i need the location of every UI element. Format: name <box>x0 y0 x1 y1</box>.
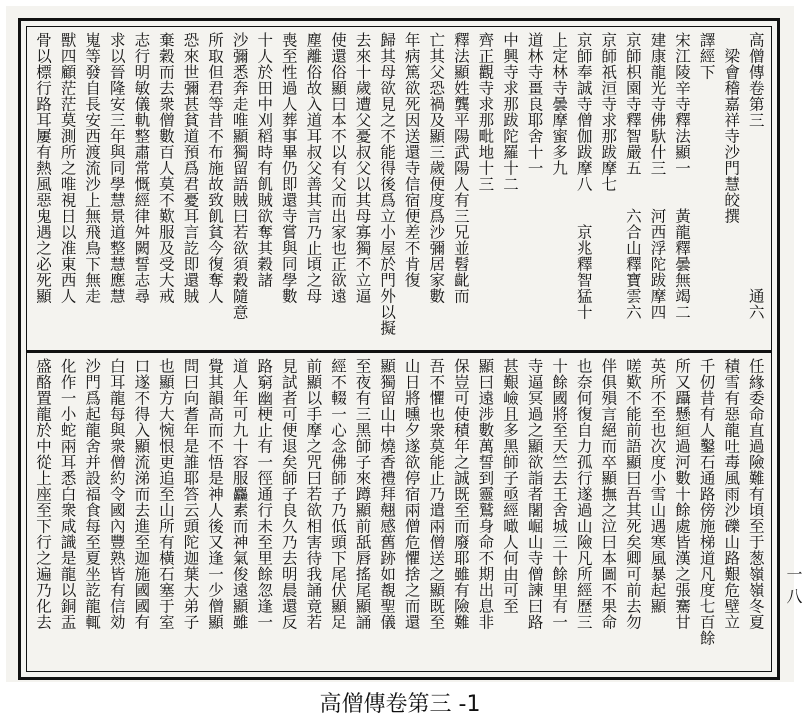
text-column: 經不輟一心念佛師子乃低頭下尾伏顯足 <box>328 358 347 630</box>
text-column: 使還俗顯曰本不以有父而出家也正欲遠 <box>328 32 347 304</box>
page-number: 一八 <box>784 566 803 610</box>
text-column: 歸其母欲見之不能得後爲立小屋於門外以擬 <box>378 32 397 336</box>
text-column: 甚艱嶮且多黑師子亟經噉人何由可至 <box>500 358 519 614</box>
text-column: 去來十歲遭父憂叔父以其母寡獨不立逼 <box>353 32 372 304</box>
text-column: 釋法顯姓龔平陽武陽人有三兄並髫齔而 <box>451 32 470 304</box>
scanned-page <box>6 6 803 682</box>
text-column: 顯曰遠涉數萬誓到靈鷲身命不期出息非 <box>476 358 495 630</box>
top-text-panel <box>32 32 766 344</box>
bottom-text-panel <box>32 358 766 666</box>
text-column: 志行明敏儀軌整肅常慨經律舛闕誓志尋 <box>132 32 151 304</box>
text-column: 吾不懼也衆莫能止乃遣兩僧送之顯既至 <box>427 358 446 630</box>
text-column: 路窮幽梗止有一徑通行未至里餘忽逢一 <box>255 358 274 630</box>
text-column: 建康龍光寺佛馱什三 河西浮陀跋摩四 <box>648 32 667 320</box>
text-column: 所又躡懸絙過河數十餘處皆漢之張騫甘 <box>673 358 692 630</box>
text-column: 也顯方大惋恨更追至山所有橫石塞于室 <box>156 358 175 630</box>
text-column: 也奈何復自力孤行遂過山險凡所經歷三 <box>574 358 593 630</box>
text-column: 白耳龍每與衆僧約令國內豐熟皆有信効 <box>107 358 126 630</box>
text-column: 上定林寺曇摩蜜多九 <box>550 32 569 176</box>
text-column: 亡其父恐禍及顯三歲便度爲沙彌居家數 <box>427 32 446 304</box>
page-caption: 高僧傳卷第三 -1 <box>319 692 481 717</box>
text-column: 京師枳園寺釋智嚴五 六合山釋寶雲六 <box>623 32 642 320</box>
text-column: 嗟歎不能前語顯曰吾其死矣卿可前去勿 <box>623 358 642 630</box>
text-column: 十人於田中刈稻時有飢賊欲奪其穀諸 <box>255 32 274 288</box>
text-column: 年病篤欲死因送還寺信宿便差不肯復 <box>402 32 421 288</box>
text-column: 嵬等發自長安西渡流沙上無飛鳥下無走 <box>83 32 102 304</box>
text-column: 恐來世彌甚貧道預爲君憂耳言訖即還賊 <box>181 32 200 304</box>
text-column: 骨以標行路耳屢有熱風惡鬼遇之必死顯 <box>34 32 52 304</box>
text-column: 千仞昔有人鑿石通路傍施梯道凡度七百餘 <box>697 358 716 646</box>
text-column: 保豈可使積年之誠既至而廢耶雖有險難 <box>451 358 470 630</box>
text-column: 問曰向耆年是誰耶答云頭陀迦葉大弟子 <box>181 358 200 630</box>
text-column: 沙彌悉奔走唯顯獨留語賊曰若欲須穀隨意 <box>230 32 249 320</box>
text-column: 道人年可九十容服麤素而神氣俊遠顯雖 <box>230 358 249 630</box>
text-column: 京師奉誠寺僧伽跋摩八 京兆釋智猛十 <box>574 32 593 320</box>
text-column: 十餘國將至天竺去王舍城三十餘里有一 <box>550 358 569 630</box>
text-column: 英所不至也次度小雪山遇寒風暴起顯 <box>648 358 667 614</box>
text-column: 齊正觀寺求那毗地十三 <box>476 32 495 192</box>
text-column: 棄穀而去衆僧數百人莫不歎服及受大戒 <box>156 32 175 304</box>
text-column: 梁會稽嘉祥寺沙門慧皎撰 <box>722 32 741 224</box>
text-column: 見試者可便退矣師子良久乃去明晨還反 <box>279 358 298 630</box>
text-column: 高僧傳卷第三 通六 <box>746 32 765 320</box>
text-column: 至夜有三黑師子來蹲顯前舐唇搖尾顯誦 <box>353 358 372 630</box>
text-column: 求以晉隆安三年與同學慧景道整慧應慧 <box>107 32 126 304</box>
text-column: 獸四顧茫茫莫測所之唯視日以准東西人 <box>58 32 77 304</box>
panel-divider <box>26 350 772 353</box>
text-column: 塵離俗故入道耳叔父善其言乃止頃之母 <box>304 32 323 304</box>
text-column: 寺逼冥過之顯欲詣者闍崛山寺僧諫曰路 <box>525 358 544 630</box>
text-column: 口遂不得入顯流涕而去進至迦施國國有 <box>132 358 151 630</box>
text-column: 前顯以手摩之咒曰若欲相害待我誦竟若 <box>304 358 323 630</box>
text-column: 中興寺求那跋陀羅十二 <box>500 32 519 192</box>
text-column: 任緣委命直過險難有頃至于葱嶺嶺冬夏 <box>746 358 765 630</box>
text-column: 顯獨留山中燒香禮拜翹感舊跡如覩聖儀 <box>378 358 397 630</box>
text-column: 宋江陵辛寺釋法顯一 黃龍釋曇無竭二 <box>673 32 692 320</box>
text-column: 積雪有惡龍吐毒風雨沙礫山路艱危壁立 <box>722 358 741 630</box>
text-column: 譯經下 <box>697 32 716 80</box>
text-column: 所取但君等昔不布施故致飢貧今復奪人 <box>206 32 225 304</box>
text-column: 覺其韻高而不悟是神人後又逢一少僧顯 <box>206 358 225 630</box>
text-column: 喪至性過人葬事畢仍即還寺嘗與同學數 <box>279 32 298 304</box>
text-column: 山日將曛夕遂欲停宿兩僧危懼捨之而還 <box>402 358 421 630</box>
text-column: 化作一小蛇兩耳悉白衆咸識是龍以銅盂 <box>58 358 77 630</box>
text-column: 京師祇洹寺求那跋摩七 <box>599 32 618 192</box>
text-column: 沙門爲起龍舍并設福食每至夏坐訖龍輒 <box>83 358 102 630</box>
text-column: 道林寺畺良耶舍十一 <box>525 32 544 176</box>
text-column: 盛酪置龍於中從上座至下行之遍乃化去 <box>34 358 52 630</box>
text-column: 伴俱殞言絕而卒顯撫之泣曰本圖不果命 <box>599 358 618 630</box>
